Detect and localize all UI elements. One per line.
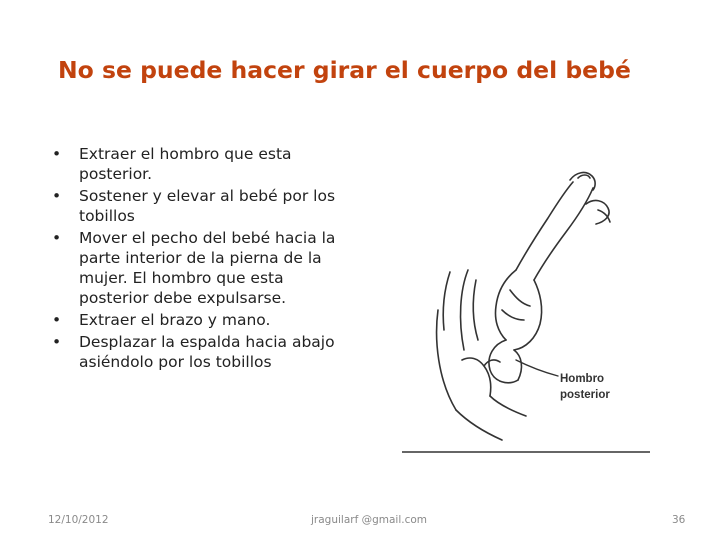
bullet-text: Sostener y elevar al bebé por los tobillos (79, 187, 336, 225)
bullet-text: Mover el pecho del bebé hacia la parte interior de la pierna de la mujer. El hombro que esta posterior debe expulsarse. (79, 229, 336, 307)
bullet-text: Desplazar la espalda hacia abajo asiéndolo por los tobillos (79, 333, 335, 371)
bullet-item (48, 332, 358, 372)
perineum-outline (461, 270, 468, 350)
bullet-dot-icon: • (52, 145, 62, 163)
baby-head-outline (489, 340, 518, 383)
delivery-illustration (398, 160, 658, 460)
pointer-line (516, 360, 558, 376)
footer-email: jraguilarf @gmail.com (311, 514, 428, 526)
baby-legs-outline (516, 182, 573, 270)
bullet-text: Extraer el brazo y mano. (79, 311, 271, 329)
figure-label-line1: Hombro (560, 373, 605, 385)
bullet-dot-icon: • (52, 187, 62, 205)
footer-date: 12/10/2012 (48, 514, 109, 526)
bullet-dot-icon: • (52, 229, 62, 247)
bullet-item (48, 186, 358, 226)
bullet-dot-icon: • (52, 311, 62, 329)
bullet-dot-icon: • (52, 333, 62, 351)
bullet-item (48, 144, 358, 184)
bullet-text: Extraer el hombro que esta posterior. (79, 145, 292, 183)
bullet-item (48, 310, 358, 330)
hand-outline (586, 201, 609, 224)
slide-title: No se puede hacer girar el cuerpo del bebé (58, 56, 631, 84)
figure-label-line2: posterior (560, 389, 610, 401)
baby-body-outline (495, 270, 516, 340)
bullet-item (48, 228, 358, 308)
footer-page-number: 36 (672, 514, 686, 526)
bullet-list (48, 144, 358, 374)
